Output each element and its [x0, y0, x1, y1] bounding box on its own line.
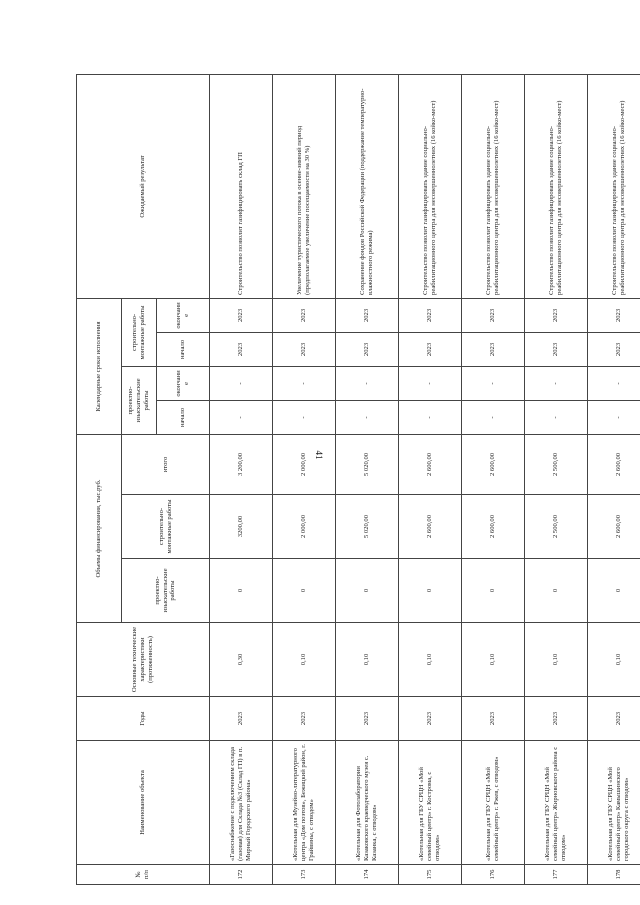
cell-design-start: - [462, 400, 525, 434]
cell-construction-start: 2023 [462, 332, 525, 366]
cell-tech: 0,10 [525, 623, 588, 697]
cell-fin-construction: 2 500,00 [525, 495, 588, 559]
cell-tech: 0,10 [462, 623, 525, 697]
cell-construction-start: 2023 [399, 332, 462, 366]
cell-name: «Котельная для Фотолаборатории Казаковского краеведческого музея с. Казанка, с отводом» [336, 741, 399, 865]
cell-fin-construction: 2 600,00 [462, 495, 525, 559]
cell-fin-construction: 2 600,00 [588, 495, 640, 559]
cell-tech: 0,10 [336, 623, 399, 697]
cell-fin-design: 0 [462, 559, 525, 623]
cell-construction-end: 2023 [210, 298, 273, 332]
cell-tech: 0,30 [210, 623, 273, 697]
cell-fin-design: 0 [336, 559, 399, 623]
cell-design-end: - [210, 366, 273, 400]
table-row [525, 74, 588, 884]
table-rotation-wrapper [76, 75, 630, 885]
cell-construction-end: 2023 [273, 298, 336, 332]
cell-design-start: - [525, 400, 588, 434]
cell-fin-total: 5 020,00 [336, 434, 399, 494]
header-tech: Основные технические характеристики (протяженность) [77, 623, 210, 697]
cell-design-end: - [336, 366, 399, 400]
cell-year: 2023 [336, 697, 399, 741]
cell-year: 2023 [462, 697, 525, 741]
rotated-table-sheet [76, 75, 630, 885]
cell-name: «Котельная для Музейно-литературного центра «Дом поэтов», Бежицкий район, г. Грайвины, с отводом» [273, 741, 336, 865]
header-design-end: окончание [157, 366, 210, 400]
cell-fin-total: 2 600,00 [462, 434, 525, 494]
cell-fin-construction: 3200,00 [210, 495, 273, 559]
cell-construction-start: 2023 [525, 332, 588, 366]
cell-fin-design: 0 [210, 559, 273, 623]
cell-design-end: - [588, 366, 640, 400]
table-row [210, 74, 273, 884]
cell-num: 178 [588, 865, 640, 885]
cell-year: 2023 [399, 697, 462, 741]
cell-design-end: - [525, 366, 588, 400]
cell-fin-total: 3 200,00 [210, 434, 273, 494]
cell-fin-total: 2 600,00 [588, 434, 640, 494]
cell-fin-design: 0 [273, 559, 336, 623]
cell-construction-end: 2023 [588, 298, 640, 332]
cell-result: Строительство позволит газифицировать здание социально-реабилитационного центра для несовершеннолетних (16 койко-мест) [462, 74, 525, 298]
table-row [462, 74, 525, 884]
cell-name: «Котельная для ГБУ СРЦН «Мой семейный центр» г. Ржев, с отводом» [462, 741, 525, 865]
cell-fin-design: 0 [588, 559, 640, 623]
cell-result: Строительство позволит газифицировать склад ГП [210, 74, 273, 298]
header-schedule: Календарные сроки исполнения [77, 298, 122, 434]
cell-design-start: - [588, 400, 640, 434]
header-fin-construction: строительно-монтажные работы [122, 495, 210, 559]
header-sched-construction: строительно-монтажные работы [122, 298, 157, 366]
cell-construction-start: 2023 [273, 332, 336, 366]
cell-name: «Газоснабжение с подключением склада (газовая) для Склада №3 (Склад ГП) в п. Мирный Городского района» [210, 741, 273, 865]
cell-num: 176 [462, 865, 525, 885]
objects-table [76, 74, 640, 885]
cell-design-end: - [273, 366, 336, 400]
cell-year: 2023 [588, 697, 640, 741]
cell-fin-construction: 2 600,00 [399, 495, 462, 559]
cell-design-start: - [210, 400, 273, 434]
cell-design-start: - [336, 400, 399, 434]
cell-design-start: - [399, 400, 462, 434]
header-result: Ожидаемый результат [77, 74, 210, 298]
cell-tech: 0,10 [399, 623, 462, 697]
header-years: Годы [77, 697, 210, 741]
cell-construction-start: 2023 [336, 332, 399, 366]
table-row [273, 74, 336, 884]
cell-fin-design: 0 [525, 559, 588, 623]
table-row [399, 74, 462, 884]
cell-year: 2023 [210, 697, 273, 741]
header-fin-design: проектно-изыскательские работы [122, 559, 210, 623]
cell-year: 2023 [525, 697, 588, 741]
page-number: 41 [314, 450, 324, 460]
cell-construction-end: 2023 [336, 298, 399, 332]
header-sched-design: проектно-изыскательские работы [122, 366, 157, 434]
cell-construction-start: 2023 [588, 332, 640, 366]
cell-tech: 0,10 [588, 623, 640, 697]
cell-fin-total: 2 600,00 [399, 434, 462, 494]
cell-result: Сохранение фондов Российской Федерации (поддержание температурно-влажностного режима) [336, 74, 399, 298]
header-name: Наименование объекта [77, 741, 210, 865]
header-fin-total: итого [122, 434, 210, 494]
cell-result: Строительство позволит газифицировать здание социально-реабилитационного центра для несовершеннолетних (16 койко-мест) [525, 74, 588, 298]
cell-tech: 0,10 [273, 623, 336, 697]
cell-fin-construction: 5 020,00 [336, 495, 399, 559]
cell-num: 173 [273, 865, 336, 885]
cell-num: 177 [525, 865, 588, 885]
cell-fin-total: 2 500,00 [525, 434, 588, 494]
cell-construction-start: 2023 [210, 332, 273, 366]
cell-year: 2023 [273, 697, 336, 741]
cell-design-end: - [462, 366, 525, 400]
cell-design-end: - [399, 366, 462, 400]
cell-fin-design: 0 [399, 559, 462, 623]
cell-construction-end: 2023 [525, 298, 588, 332]
header-row-1 [77, 74, 122, 884]
header-finance: Объемы финансирования, тыс.руб. [77, 434, 122, 622]
cell-result: Строительство позволит газифицировать здание социально-реабилитационного центра для несовершеннолетних (16 койко-мест) [399, 74, 462, 298]
header-construction-end: окончание [157, 298, 210, 332]
header-construction-start: начало [157, 332, 210, 366]
cell-result: Увеличение туристического потока в осенне-зимний период (предполагаемое увеличение посещаемости на 30 %) [273, 74, 336, 298]
cell-design-start: - [273, 400, 336, 434]
cell-num: 175 [399, 865, 462, 885]
table-body [77, 74, 640, 884]
cell-num: 174 [336, 865, 399, 885]
header-num: № п/п [77, 865, 210, 885]
cell-fin-construction: 2 000,00 [273, 495, 336, 559]
cell-num: 172 [210, 865, 273, 885]
cell-name: «Котельная для ГБУ СРЦН «Мой семейный центр» Камышинского городского округа с отводом» [588, 741, 640, 865]
table-row [588, 74, 640, 884]
table-row [336, 74, 399, 884]
cell-construction-end: 2023 [399, 298, 462, 332]
cell-name: «Котельная для ГБУ СРЦН «Мой семейный центр» г. Кострома, с отводом» [399, 741, 462, 865]
header-design-start: начало [157, 400, 210, 434]
cell-result: Строительство позволит газифицировать здание социально-реабилитационного центра для несовершеннолетних (16 койко-мест) [588, 74, 640, 298]
cell-construction-end: 2023 [462, 298, 525, 332]
cell-name: «Котельная для ГБУ СРЦН «Мой семейный центр» Жирновского района с отводом» [525, 741, 588, 865]
cell-fin-total: 2 000,00 [273, 434, 336, 494]
